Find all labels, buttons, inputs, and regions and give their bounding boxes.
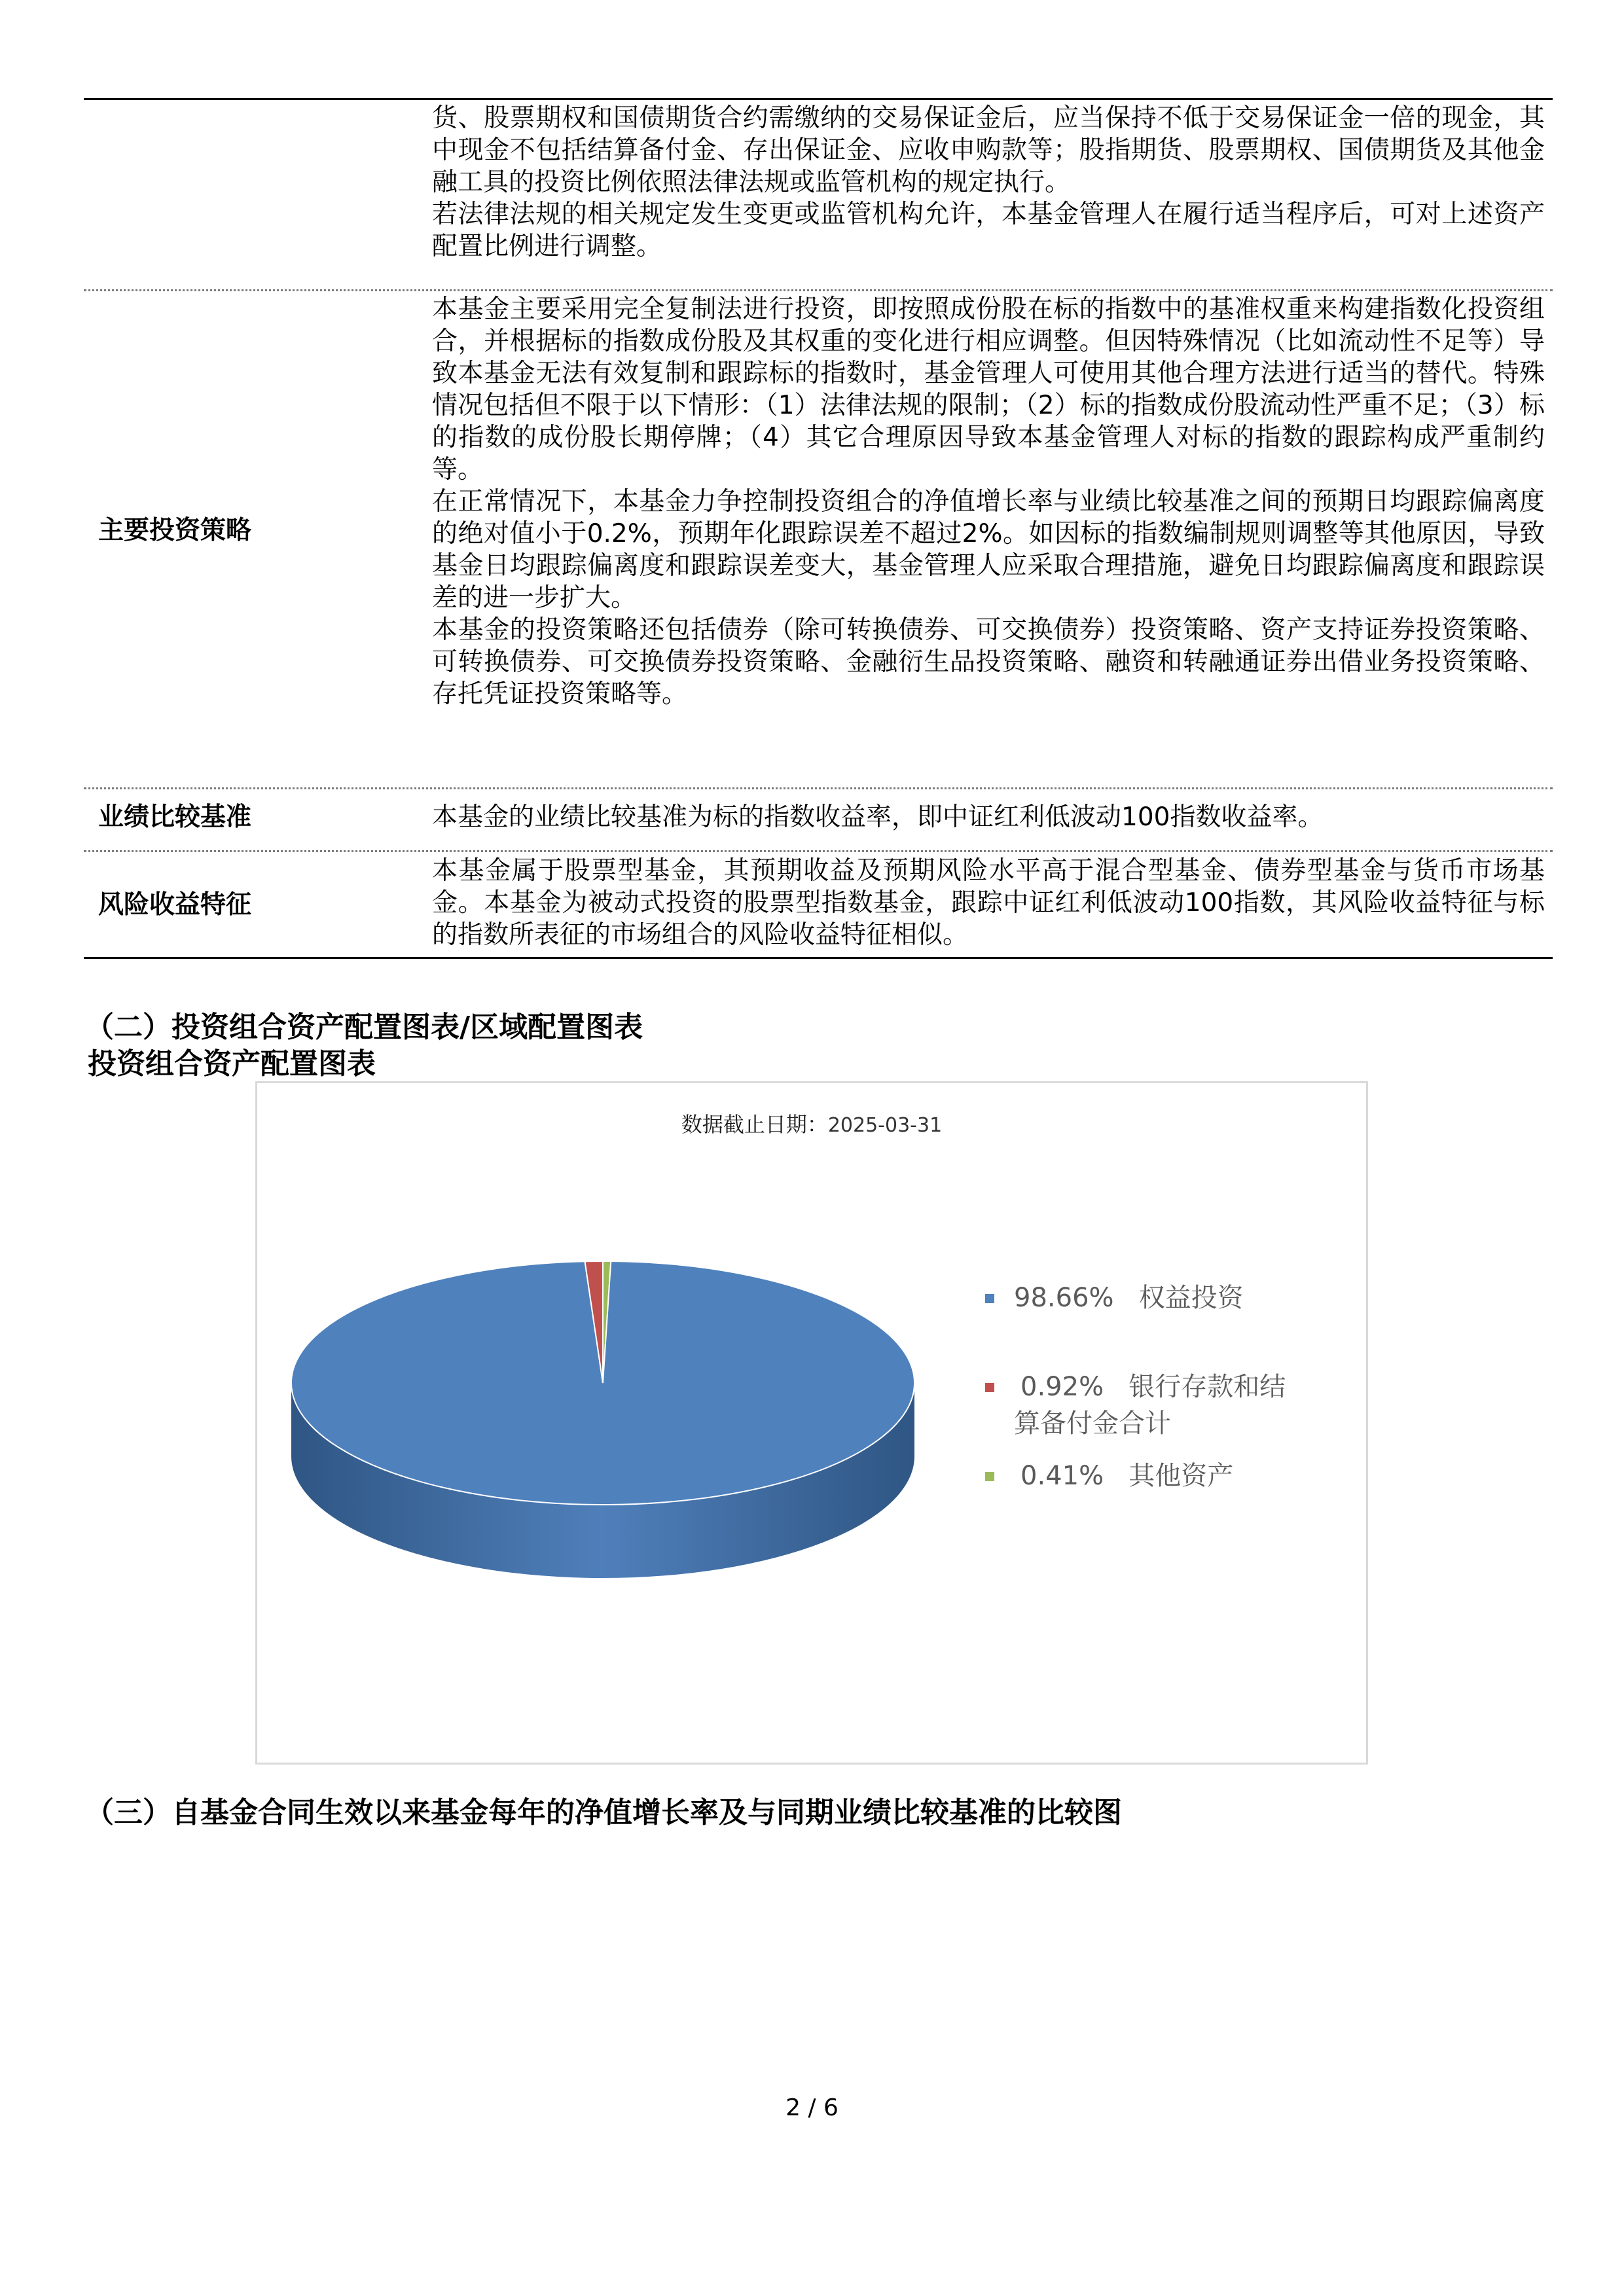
paragraph: 本基金属于股票型基金，其预期收益及预期风险水平高于混合型基金、债券型基金与货币市场基金。本基金为被动式投资的股票型指数基金，跟踪中证红利低波动100指数，其风险收益特征与标的指数所表征的市场组合的风险收益特征相似。 <box>432 856 1545 950</box>
legend-label <box>1014 1369 1289 1442</box>
paragraph: 本基金的业绩比较基准为标的指数收益率，即中证红利低波动100指数收益率。 <box>432 802 1324 832</box>
section-heading-asset-allocation: （二）投资组合资产配置图表/区域配置图表 <box>85 1011 643 1044</box>
paragraph: 若法律法规的相关规定发生变更或监管机构允许，本基金管理人在履行适当程序后，可对上述资产配置比例进行调整。 <box>432 200 1545 261</box>
row-content <box>432 293 1545 710</box>
pie-top-face <box>291 1261 914 1505</box>
table-top-rule <box>84 98 1553 100</box>
data-date-value: 2025-03-31 <box>827 1114 943 1137</box>
asset-allocation-chart <box>255 1081 1368 1765</box>
row-label: 业绩比较基准 <box>98 802 252 832</box>
page-number: 2 / 6 <box>785 2094 839 2121</box>
legend-swatch <box>985 1383 994 1392</box>
legend-label <box>1014 1458 1302 1494</box>
legend-percent: 98.66% <box>1014 1283 1114 1313</box>
legend-swatch <box>985 1294 994 1303</box>
table-bottom-rule <box>84 957 1553 959</box>
row-content <box>432 801 1545 833</box>
row-divider <box>84 787 1553 789</box>
legend-name: 其他资产 <box>1128 1461 1234 1491</box>
legend-label <box>1014 1280 1302 1316</box>
paragraph: 货、股票期权和国债期货合约需缴纳的交易保证金后，应当保持不低于交易保证金一倍的现金，其中现金不包括结算备付金、存出保证金、应收申购款等；股指期货、股票期权、国债期货及其他金融工具的投资比例依照法律法规或监管机构的规定执行。 <box>432 103 1545 197</box>
section-heading-nav-growth-comparison: （三）自基金合同生效以来基金每年的净值增长率及与同期业绩比较基准的比较图 <box>85 1796 1122 1829</box>
paragraph: 本基金主要采用完全复制法进行投资，即按照成份股在标的指数中的基准权重来构建指数化投资组合，并根据标的指数成份股及其权重的变化进行相应调整。但因特殊情况（比如流动性不足等）导致本基金无法有效复制和跟踪标的指数时，基金管理人可使用其他合理方法进行适当的替代。特殊情况包括但不限于以下情形：（1）法律法规的限制；（2）标的指数成份股流动性严重不足；（3）标的指数的成份股长期停牌；（4）其它合理原因导致本基金管理人对标的指数的跟踪构成严重制约等。 <box>432 295 1545 484</box>
row-divider <box>84 289 1553 291</box>
legend-percent: 0.92% <box>1020 1372 1104 1402</box>
legend-name: 银行存款和结算备付金合计 <box>1014 1372 1286 1439</box>
row-divider <box>84 850 1553 852</box>
legend-name: 权益投资 <box>1138 1283 1244 1313</box>
data-date-label: 数据截止日期： <box>681 1112 828 1137</box>
row-content <box>432 855 1545 951</box>
row-label: 风险收益特征 <box>98 890 252 920</box>
subheading-portfolio-allocation-chart: 投资组合资产配置图表 <box>88 1047 376 1081</box>
row-label: 主要投资策略 <box>98 516 252 545</box>
legend-swatch <box>985 1472 994 1481</box>
paragraph: 在正常情况下，本基金力争控制投资组合的净值增长率与业绩比较基准之间的预期日均跟踪偏离度的绝对值小于0.2%，预期年化跟踪误差不超过2%。如因标的指数编制规则调整等其他原因，导致基金日均跟踪偏离度和跟踪误差变大，基金管理人应采取合理措施，避免日均跟踪偏离度和跟踪误差的进一步扩大。 <box>432 487 1545 613</box>
paragraph: 本基金的投资策略还包括债券（除可转换债券、可交换债券）投资策略、资产支持证券投资策略、可转换债券、可交换债券投资策略、金融衍生品投资策略、融资和转融通证券出借业务投资策略、存托凭证投资策略等。 <box>432 615 1545 709</box>
legend-percent: 0.41% <box>1020 1461 1104 1491</box>
row-content <box>432 102 1545 262</box>
